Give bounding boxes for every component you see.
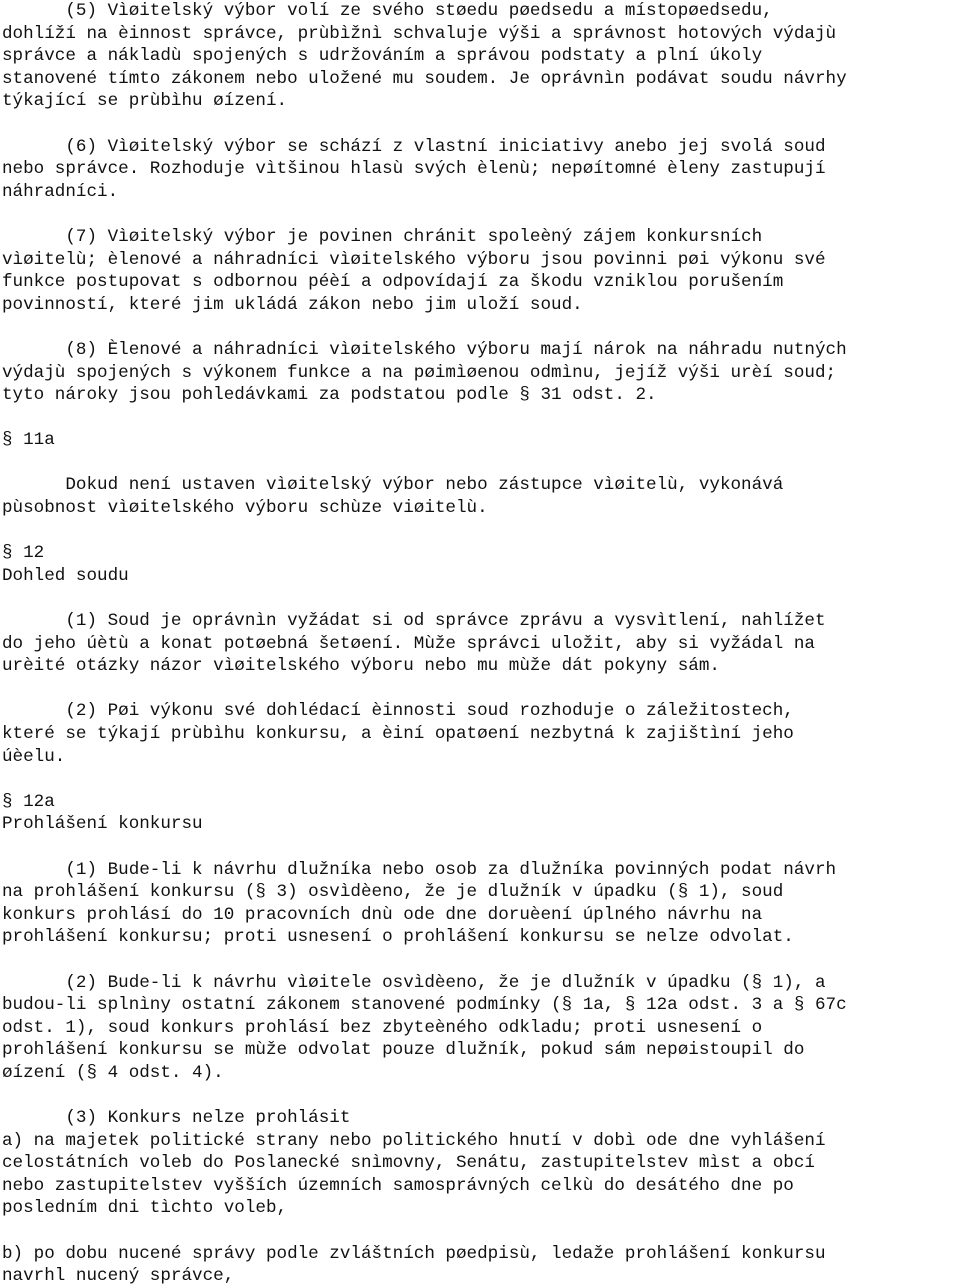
text-line: celostátních voleb do Poslanecké snìmovny, Senátu, zastupitelstev mìst a obcí: [2, 1153, 815, 1174]
text-line: posledním dni tìchto voleb,: [2, 1198, 288, 1219]
paragraph-gap: [2, 1220, 958, 1243]
text-line: Dokud není ustaven vìøitelský výbor nebo zástupce vìøitelù, vykonává: [2, 475, 784, 496]
text-line: (1) Soud je oprávnìn vyžádat si od správce zprávu a vysvìtlení, nahlížet: [2, 611, 826, 632]
text-line: povinností, které jim ukládá zákon nebo jim uloží soud.: [2, 294, 583, 315]
text-line: (2) Bude-li k návrhu vìøitele osvìdèeno, že je dlužník v úpadku (§ 1), a: [2, 972, 826, 993]
heading-line: § 11a: [2, 430, 55, 451]
text-line: prohlášení konkursu se mùže odvolat pouze dlužník, pokud sám nepøistoupil do: [2, 1040, 805, 1061]
text-line: úèelu.: [2, 746, 66, 767]
text-line: urèité otázky názor vìøitelského výboru nebo mu mùže dát pokyny sám.: [2, 656, 720, 677]
section-12a-paragraph-2: [2, 972, 958, 1085]
paragraph-gap: [2, 1085, 958, 1108]
paragraph-gap: [2, 768, 958, 791]
section-12a-paragraph-3-item-b: [2, 1243, 958, 1288]
text-line: b) po dobu nucené správy podle zvláštních pøedpisù, ledaže prohlášení konkursu: [2, 1243, 826, 1264]
text-line: pùsobnost vìøitelského výboru schùze viøitelù.: [2, 498, 488, 519]
document-page: [2, 0, 958, 1288]
text-line: dohlíží na èinnost správce, prùbìžnì schvaluje výši a správnost hotových výdajù: [2, 23, 837, 44]
text-line: tyto nároky jsou pohledávkami za podstatou podle § 31 odst. 2.: [2, 385, 657, 406]
text-line: vìøitelù; èlenové a náhradníci vìøitelského výboru jsou povinni pøi výkonu své: [2, 249, 826, 270]
text-line: budou-li splnìny ostatní zákonem stanovené podmínky (§ 1a, § 12a odst. 3 a § 67c: [2, 995, 847, 1016]
paragraph-7: [2, 226, 958, 316]
paragraph-gap: [2, 113, 958, 136]
section-11a-heading: [2, 429, 958, 452]
heading-line: § 12a: [2, 791, 55, 812]
paragraph-gap: [2, 407, 958, 430]
text-line: náhradníci.: [2, 181, 119, 202]
text-line: (7) Vìøitelský výbor je povinen chránit spoleèný zájem konkursních: [2, 226, 763, 247]
text-line: (2) Pøi výkonu své dohlédací èinnosti soud rozhoduje o záležitostech,: [2, 701, 794, 722]
text-line: nebo správce. Rozhoduje vìtšinou hlasù svých èlenù; nepøítomné èleny zastupují: [2, 159, 826, 180]
heading-line: § 12: [2, 543, 45, 564]
paragraph-gap: [2, 520, 958, 543]
paragraph-gap: [2, 452, 958, 475]
paragraph-gap: [2, 316, 958, 339]
section-12-heading: [2, 542, 958, 587]
text-line: prohlášení konkursu; proti usnesení o prohlášení konkursu se nelze odvolat.: [2, 927, 794, 948]
paragraph-gap: [2, 678, 958, 701]
text-line: odst. 1), soud konkurs prohlásí bez zbyteèného odkladu; proti usnesení o: [2, 1017, 763, 1038]
text-line: správce a nákladù spojených s udržováním a správou podstaty a plní úkoly: [2, 46, 763, 67]
text-line: (6) Vìøitelský výbor se schází z vlastní iniciativy anebo jej svolá soud: [2, 136, 826, 157]
text-line: funkce postupovat s odbornou péèí a odpovídají za škodu vzniklou porušením: [2, 272, 784, 293]
text-line: na prohlášení konkursu (§ 3) osvìdèeno, že je dlužník v úpadku (§ 1), soud: [2, 882, 784, 903]
text-line: výdajù spojených s výkonem funkce a na pøimìøenou odmìnu, jejíž výši urèí soud;: [2, 362, 837, 383]
text-line: navrhl nucený správce,: [2, 1266, 235, 1287]
text-line: øízení (§ 4 odst. 4).: [2, 1062, 224, 1083]
paragraph-gap: [2, 203, 958, 226]
paragraph-gap: [2, 587, 958, 610]
section-11a-text: [2, 474, 958, 519]
section-12-paragraph-1: [2, 610, 958, 678]
paragraph-5: [2, 0, 958, 113]
text-line: (1) Bude-li k návrhu dlužníka nebo osob za dlužníka povinných podat návrh: [2, 859, 837, 880]
section-12a-paragraph-1: [2, 859, 958, 949]
text-line: které se týkají prùbìhu konkursu, a èiní opatøení nezbytná k zajištìní jeho: [2, 724, 794, 744]
text-line: (8) Èlenové a náhradníci vìøitelského výboru mají nárok na náhradu nutných: [2, 339, 847, 360]
paragraph-8: [2, 339, 958, 407]
text-line: stanovené tímto zákonem nebo uložené mu soudem. Je oprávnìn podávat soudu návrhy: [2, 68, 847, 89]
paragraph-gap: [2, 836, 958, 859]
heading-line: Prohlášení konkursu: [2, 814, 203, 835]
text-line: do jeho úètù a konat potøebná šetøení. Mùže správci uložit, aby si vyžádal na: [2, 633, 815, 654]
text-line: a) na majetek politické strany nebo politického hnutí v dobì ode dne vyhlášení: [2, 1130, 826, 1151]
section-12a-heading: [2, 791, 958, 836]
text-line: (3) Konkurs nelze prohlásit: [2, 1108, 351, 1129]
section-12-paragraph-2: [2, 700, 958, 768]
text-line: (5) Vìøitelský výbor volí ze svého støedu pøedsedu a místopøedsedu,: [2, 1, 773, 21]
text-line: konkurs prohlásí do 10 pracovních dnù ode dne doruèení úplného návrhu na: [2, 904, 763, 925]
heading-line: Dohled soudu: [2, 565, 129, 586]
paragraph-6: [2, 136, 958, 204]
text-line: nebo zastupitelstev vyšších územních samosprávných celkù do desátého dne po: [2, 1175, 794, 1196]
paragraph-gap: [2, 949, 958, 972]
section-12a-paragraph-3: [2, 1107, 958, 1220]
text-line: týkající se prùbìhu øízení.: [2, 91, 288, 112]
